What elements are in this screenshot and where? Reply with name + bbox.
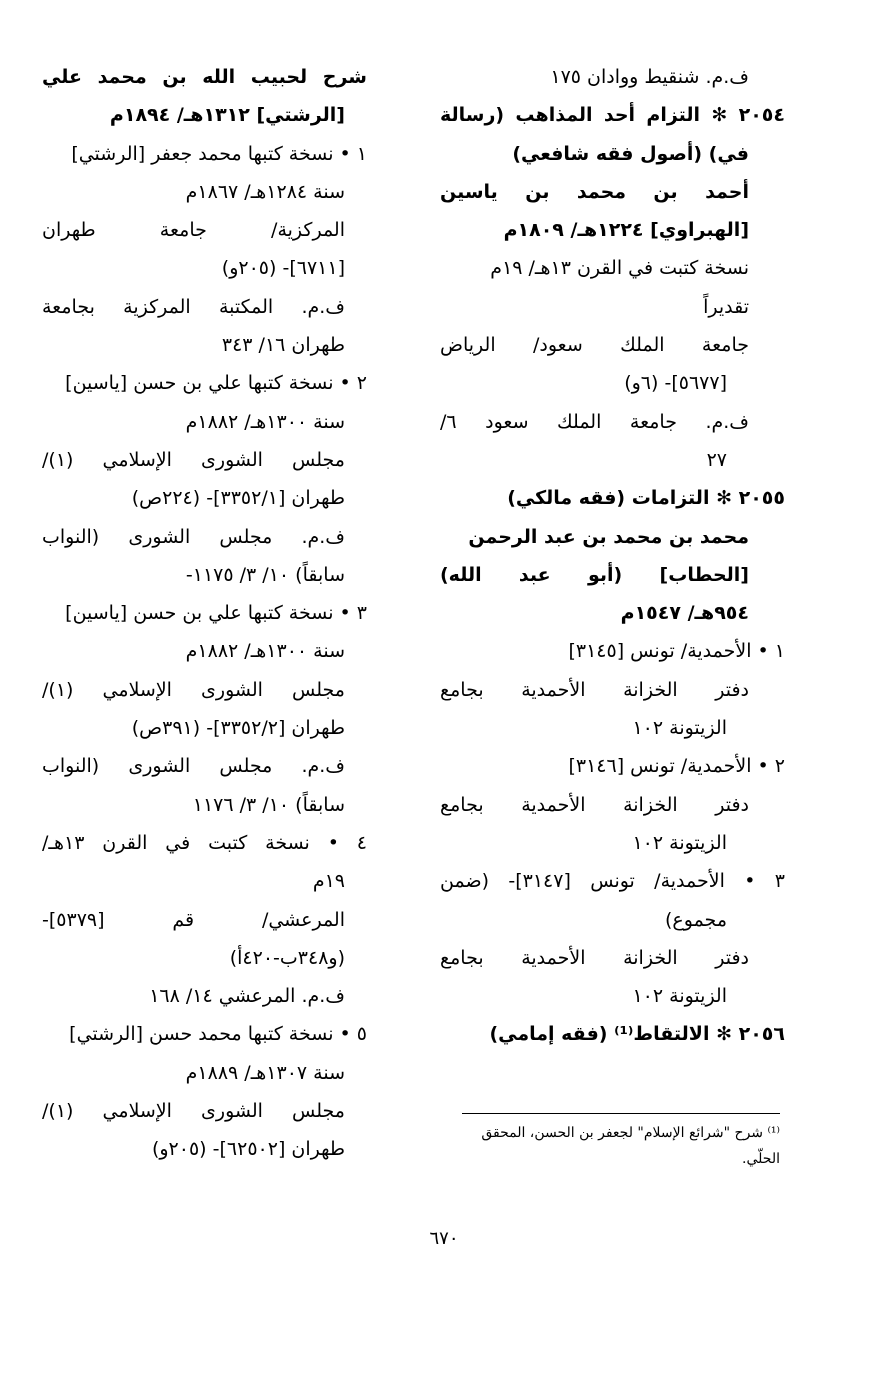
right-column-line: أحمد بن محمد بن ياسين [440,180,749,203]
right-column-line: دفتر الخزانة الأحمدية بجامع [440,678,749,701]
right-column-line: دفتر الخزانة الأحمدية بجامع [440,793,749,816]
right-column-line: الزيتونة ١٠٢ [632,831,727,854]
right-column-line: ف.م. شنقيط ووادان ١٧٥ [550,66,749,88]
right-column-line: ٩٥٤هـ/ ١٥٤٧م [620,602,749,625]
left-column-line: طهران [٣٣٥٢/١]- (٢٢٤ص) [131,487,345,510]
left-column-line: مجلس الشورى الإسلامي (١)/ [42,448,345,471]
left-column-line: ف.م. مجلس الشورى (النواب [42,525,345,548]
right-column-line: [الهبراوي] ١٢٢٤هـ/ ١٨٠٩م [503,219,749,242]
left-column-line: مجلس الشورى الإسلامي (١)/ [42,678,345,701]
right-column-line: ٢٧ [706,448,727,471]
right-column-line: محمد بن محمد بن عبد الرحمن [468,525,749,548]
right-column-line: في) (أصول فقه شافعي) [512,142,749,165]
left-column-line: [٦٧١١]- (٢٠٥و) [221,257,345,280]
right-column-line: ٣ • الأحمدية/ تونس [٣١٤٧]- (ضمن [440,870,785,893]
left-column-line: سنة ١٣٠٠هـ/ ١٨٨٢م [185,640,345,663]
footnote-divider [462,1113,780,1114]
left-column-line: ٣ • نسخة كتبها علي بن حسن [ياسين] [65,602,367,625]
left-column-line: المرعشي/ قم [٥٣٧٩]- [42,908,345,931]
left-column-line: ف.م. مجلس الشورى (النواب [42,755,345,778]
left-column-line: سابقاً) ١٠/ ٣/ ١١٧٥- [185,563,345,586]
left-column-line: المركزية/ جامعة طهران [42,219,345,242]
right-column-line: الزيتونة ١٠٢ [632,985,727,1008]
left-column-line: ١ • نسخة كتبها محمد جعفر [الرشتي] [71,142,367,165]
page-number: ٦٧٠ [429,1228,459,1249]
left-column-line: ١٩م [312,870,345,893]
right-column-line: دفتر الخزانة الأحمدية بجامع [440,946,749,969]
footnote: ⁽¹⁾ شرح "شرائع الإسلام" لجعفر بن الحسن، المحقق الحلّي. [481,1125,780,1167]
left-column-line: ٤ • نسخة كتبت في القرن ١٣هـ/ [42,831,367,854]
right-column-line: تقديراً [703,295,749,318]
left-column-line: [الرشتي] ١٣١٢هـ/ ١٨٩٤م [109,104,345,127]
right-column-line: [الحطاب] (أبو عبد الله) [440,563,749,586]
left-column-line: سابقاً) ١٠/ ٣/ ١١٧٦ [192,793,345,816]
left-column-line: ٢ • نسخة كتبها علي بن حسن [ياسين] [65,372,367,395]
right-column-line: ٢٠٥٥ ✻ التزامات (فقه مالكي) [507,487,785,510]
right-column-line: مجموع) [665,908,727,931]
left-column-line: سنة ١٣٠٠هـ/ ١٨٨٢م [185,410,345,433]
left-column [42,58,367,1169]
left-column-line: سنة ١٢٨٤هـ/ ١٨٦٧م [185,180,345,203]
right-column-line: [٥٦٧٧]- (٦و) [624,372,727,395]
right-column-line: ف.م. جامعة الملك سعود ٦/ [440,410,749,433]
right-column [440,58,785,1054]
left-column-line: ٥ • نسخة كتبها محمد حسن [الرشتي] [69,1023,367,1046]
left-column-line: ف.م. المرعشي ١٤/ ١٦٨ [149,985,345,1008]
left-column-line: مجلس الشورى الإسلامي (١)/ [42,1100,345,1123]
right-column-line: ٢ • الأحمدية/ تونس [٣١٤٦] [568,755,785,778]
right-column-line: الزيتونة ١٠٢ [632,717,727,740]
left-column-line: سنة ١٣٠٧هـ/ ١٨٨٩م [185,1061,345,1084]
left-column-line: طهران [٦٢٥٠٢]- (٢٠٥و) [151,1138,345,1161]
left-column-line: طهران [٣٣٥٢/٢]- (٣٩١ص) [131,717,345,740]
right-column-line: ١ • الأحمدية/ تونس [٣١٤٥] [568,640,785,663]
left-column-line: طهران ١٦/ ٣٤٣ [221,334,345,357]
right-column-line: جامعة الملك سعود/ الرياض [440,334,749,357]
left-column-line: شرح لحبيب الله بن محمد علي [42,66,367,88]
left-column-line: (و٣٤٨ب-٤٢٠أ) [229,946,345,969]
right-column-line: ٢٠٥٤ ✻ التزام أحد المذاهب (رسالة [440,104,785,127]
right-column-line: ٢٠٥٦ ✻ الالتقاط⁽¹⁾ (فقه إمامي) [489,1023,785,1046]
left-column-line: ف.م. المكتبة المركزية بجامعة [42,295,345,318]
right-column-line: نسخة كتبت في القرن ١٣هـ/ ١٩م [490,257,749,280]
